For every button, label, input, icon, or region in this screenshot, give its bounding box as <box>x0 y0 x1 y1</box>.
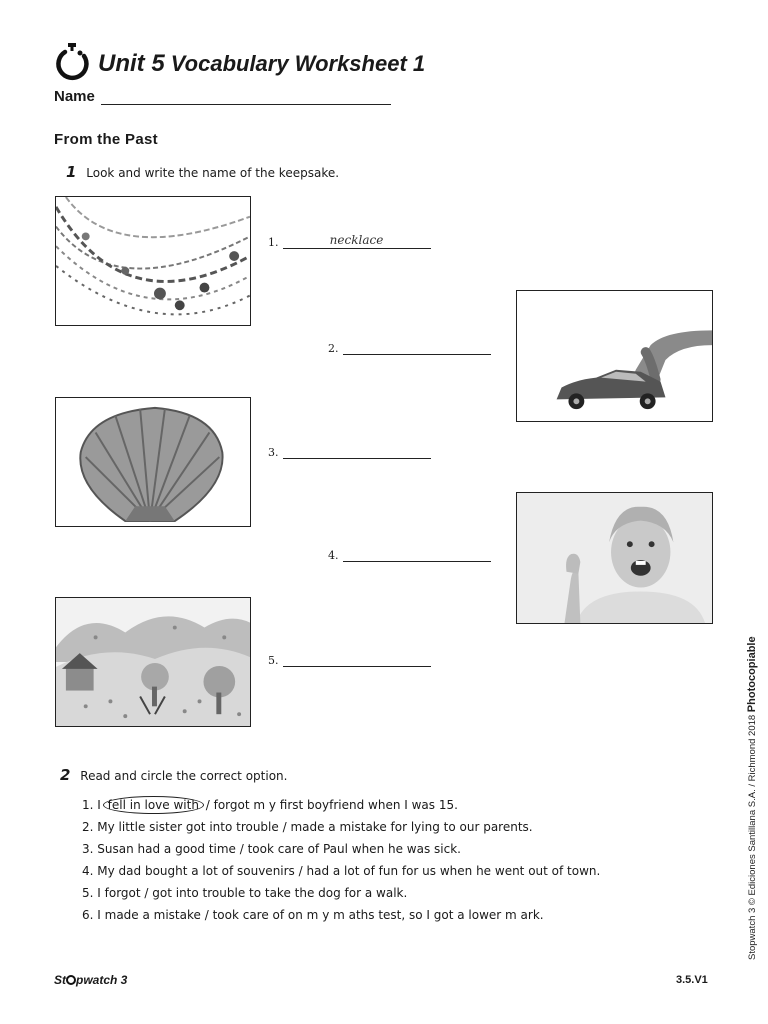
answer-row-3 <box>268 442 431 459</box>
exercise2-heading <box>60 766 287 784</box>
name-field-row <box>54 88 391 105</box>
footer-logo <box>54 973 127 987</box>
copyright-text: Stopwatch 3 © Ediciones Santillana S.A. / Richmond 2018 <box>747 714 758 960</box>
answer-line-3[interactable] <box>283 442 431 459</box>
answer-number-2: 2. <box>328 342 339 355</box>
sentence-number: 2. <box>82 820 94 834</box>
sentence-text[interactable]: I forgot / got into trouble to take the dog for a walk. <box>97 886 408 900</box>
sentence-row <box>82 794 600 816</box>
sentence-number: 6. <box>82 908 94 922</box>
answer-line-1[interactable] <box>283 232 431 249</box>
sentence-row <box>82 838 600 860</box>
name-label: Name <box>54 88 95 105</box>
sentence-row <box>82 882 600 904</box>
answer-number-5: 5. <box>268 654 279 667</box>
sentence-number: 3. <box>82 842 94 856</box>
handwritten-answer-1: necklace <box>329 233 384 247</box>
sentence-text: I <box>97 798 105 812</box>
footer-logo-text: pwatch 3 <box>76 973 128 987</box>
sentence-row <box>82 860 600 882</box>
toy-car-photo <box>516 290 713 422</box>
exercise2-number: 2 <box>60 766 71 784</box>
sentence-text: / forgot m y first boyfriend when I was 15. <box>201 798 458 812</box>
unit-label: Unit 5 <box>98 50 165 77</box>
necklace-photo <box>55 196 251 326</box>
exercise1-instruction: Look and write the name of the keepsake. <box>86 166 340 180</box>
sentence-text[interactable]: I made a mistake / took care of on m y m aths test, so I got a lower m ark. <box>97 908 544 922</box>
answer-row-1 <box>268 232 431 249</box>
sentence-row <box>82 816 600 838</box>
name-input-line[interactable] <box>101 88 391 105</box>
sentence-number: 5. <box>82 886 94 900</box>
drawing-photo <box>55 597 251 727</box>
footer-logo-text: St <box>54 973 66 987</box>
answer-row-5 <box>268 650 431 667</box>
answer-number-3: 3. <box>268 446 279 459</box>
seashell-photo <box>55 397 251 527</box>
stopwatch-o-icon <box>66 975 76 985</box>
sentence-number: 4. <box>82 864 94 878</box>
page-title <box>98 50 425 78</box>
photocopiable-label: Photocopiable <box>746 636 758 713</box>
sentence-number: 1. <box>82 798 94 812</box>
copyright-note <box>746 636 758 960</box>
answer-row-4 <box>328 545 491 562</box>
answer-line-5[interactable] <box>283 650 431 667</box>
circled-option[interactable]: fell in love with <box>103 796 204 814</box>
sentence-text[interactable]: My dad bought a lot of souvenirs / had a lot of fun for us when he went out of town. <box>97 864 601 878</box>
answer-row-2 <box>328 338 491 355</box>
exercise2-instruction: Read and circle the correct option. <box>80 769 288 783</box>
answer-number-4: 4. <box>328 549 339 562</box>
sentence-row <box>82 904 600 926</box>
section-title: From the Past <box>54 131 158 148</box>
worksheet-title: Vocabulary Worksheet 1 <box>170 51 426 76</box>
exercise1-heading <box>66 163 339 181</box>
exercise1-number: 1 <box>66 163 77 181</box>
page-code: 3.5.V1 <box>676 974 708 986</box>
stopwatch-icon <box>54 42 90 82</box>
sentence-text[interactable]: My little sister got into trouble / made a mistake for lying to our parents. <box>97 820 533 834</box>
answer-number-1: 1. <box>268 236 279 249</box>
answer-line-4[interactable] <box>343 545 491 562</box>
sentence-text[interactable]: Susan had a good time / took care of Paul when he was sick. <box>97 842 461 856</box>
exercise2-sentences <box>82 794 600 926</box>
baby-tooth-photo <box>516 492 713 624</box>
answer-line-2[interactable] <box>343 338 491 355</box>
